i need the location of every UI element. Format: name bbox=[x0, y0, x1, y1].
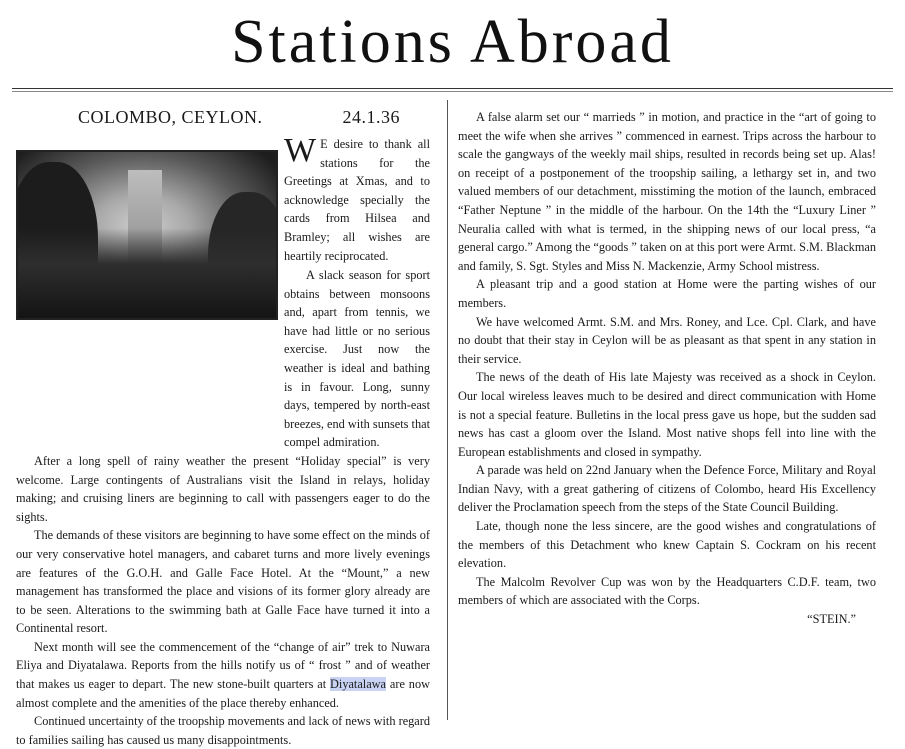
paragraph-majesty: The news of the death of His late Majesty was received as a shock in Ceylon. Our local wireless leaves much to be desired and direct communication with Home is not a special feature. Bulletins in the local press gave us hope, but the sudden sad news has cast a gloom over the Island. Most native shops fell into line with the European establishments and closed in sympathy. bbox=[458, 370, 876, 459]
highlighted-word[interactable]: Diyatalawa bbox=[330, 677, 387, 692]
paragraph-greetings: W E desire to thank all stations for the Greetings at Xmas, and to acknowledge specially the cards from Hilsea and Bramley; all wishes are heartily reciprocated. bbox=[284, 132, 430, 263]
page-title: Stations Abroad bbox=[231, 8, 674, 76]
paragraph-welcomed: We have welcomed Armt. S.M. and Mrs. Roney, and Lce. Cpl. Clark, and have no doubt that their stay in Ceylon will be as pleasant as that spent in any station in their service. bbox=[458, 314, 876, 366]
drop-cap: W bbox=[284, 132, 317, 169]
paragraph-hills: Next month will see the commencement of the “change of air” trek to Nuwara Eliya and Diyatalawa. Reports from the hills notify us of “ frost ” and of weather that makes us eager to depart. The new stone-built quarters at Diyatalawa are now almost complete and the amenities of the place thereby enhanced. bbox=[16, 639, 430, 710]
dateline bbox=[78, 106, 400, 128]
paragraph-holiday: After a long spell of rainy weather the present “Holiday special” is very welcome. Large contingents of Australians visit the Island in relays, holiday making; and cruising liners are beginning to call with passengers eager to do the sights. bbox=[16, 453, 430, 524]
paragraph-pleasant-trip: A pleasant trip and a good station at Home were the parting wishes of our members. bbox=[458, 277, 876, 310]
signature: “STEIN.” bbox=[807, 612, 856, 627]
place-heading: COLOMBO, CEYLON. bbox=[78, 107, 263, 127]
paragraph-sport: A slack season for sport obtains between monsoons and, apart from tennis, we have had little or no serious exercise. Just now the weather is ideal and bathing is in favour. Long, sunny days, tempered by north-east breezes, end with sunsets that compel admiration. bbox=[284, 268, 430, 450]
right-column bbox=[458, 108, 876, 629]
left-column-body bbox=[16, 266, 430, 749]
paragraph-troopship: Continued uncertainty of the troopship movements and lack of news with regard to families sailing has caused us many disappointments. bbox=[16, 714, 430, 747]
paragraph-parade: A parade was held on 22nd January when the Defence Force, Military and Royal Indian Navy, with a great gathering of citizens of Colombo, heard His Excellency deliver the Proclamation speech from the steps of the State Council Building. bbox=[458, 463, 876, 515]
paragraph-revolver-cup: The Malcolm Revolver Cup was won by the Headquarters C.D.F. team, two members of which are associated with the Corps. bbox=[458, 574, 876, 608]
title-underline bbox=[12, 88, 893, 89]
paragraph-visitors: The demands of these visitors are beginning to have some effect on the minds of our very conservative hotel managers, and cabaret turns and more lively evenings are features of the G.O.H. and Galle Face Hotel. At the “Mount,” a new management has transformed the place and visions of its former glory already are to be seen. Alterations to the swimming bath at Galle Face have turned it into a Continental resort. bbox=[16, 528, 430, 636]
left-column-top bbox=[284, 132, 430, 265]
title-underline-thin bbox=[12, 91, 893, 92]
article-date: 24.1.36 bbox=[342, 107, 400, 127]
column-divider bbox=[447, 100, 448, 720]
paragraph-congratulations: Late, though none the less sincere, are the good wishes and congratulations of the members of this Detachment who knew Captain S. Cockram on his recent elevation. bbox=[458, 519, 876, 571]
paragraph-false-alarm: A false alarm set our “ marrieds ” in motion, and practice in the “art of going to meet the wife when she arrives ” commenced in earnest. Trips across the harbour to scale the gangways of the weekly mail ships, resulted in records being set up. Alas! on receipt of a postponement of the troopship sailing, a lethargy set in, and two valued members of our detachment, misstiming the motion of the launch, embraced “Father Neptune ” in the middle of the harbour. On the 14th the “Luxury Liner ” Neuralia called with what is termed, in the shipping news of our local press, “a general cargo.” Among the “goods ” taken on at this port were Armt. S.M. Blackman and family, S. Sgt. Styles and Miss N. Mackenzie, Army School mistress. bbox=[458, 110, 876, 273]
